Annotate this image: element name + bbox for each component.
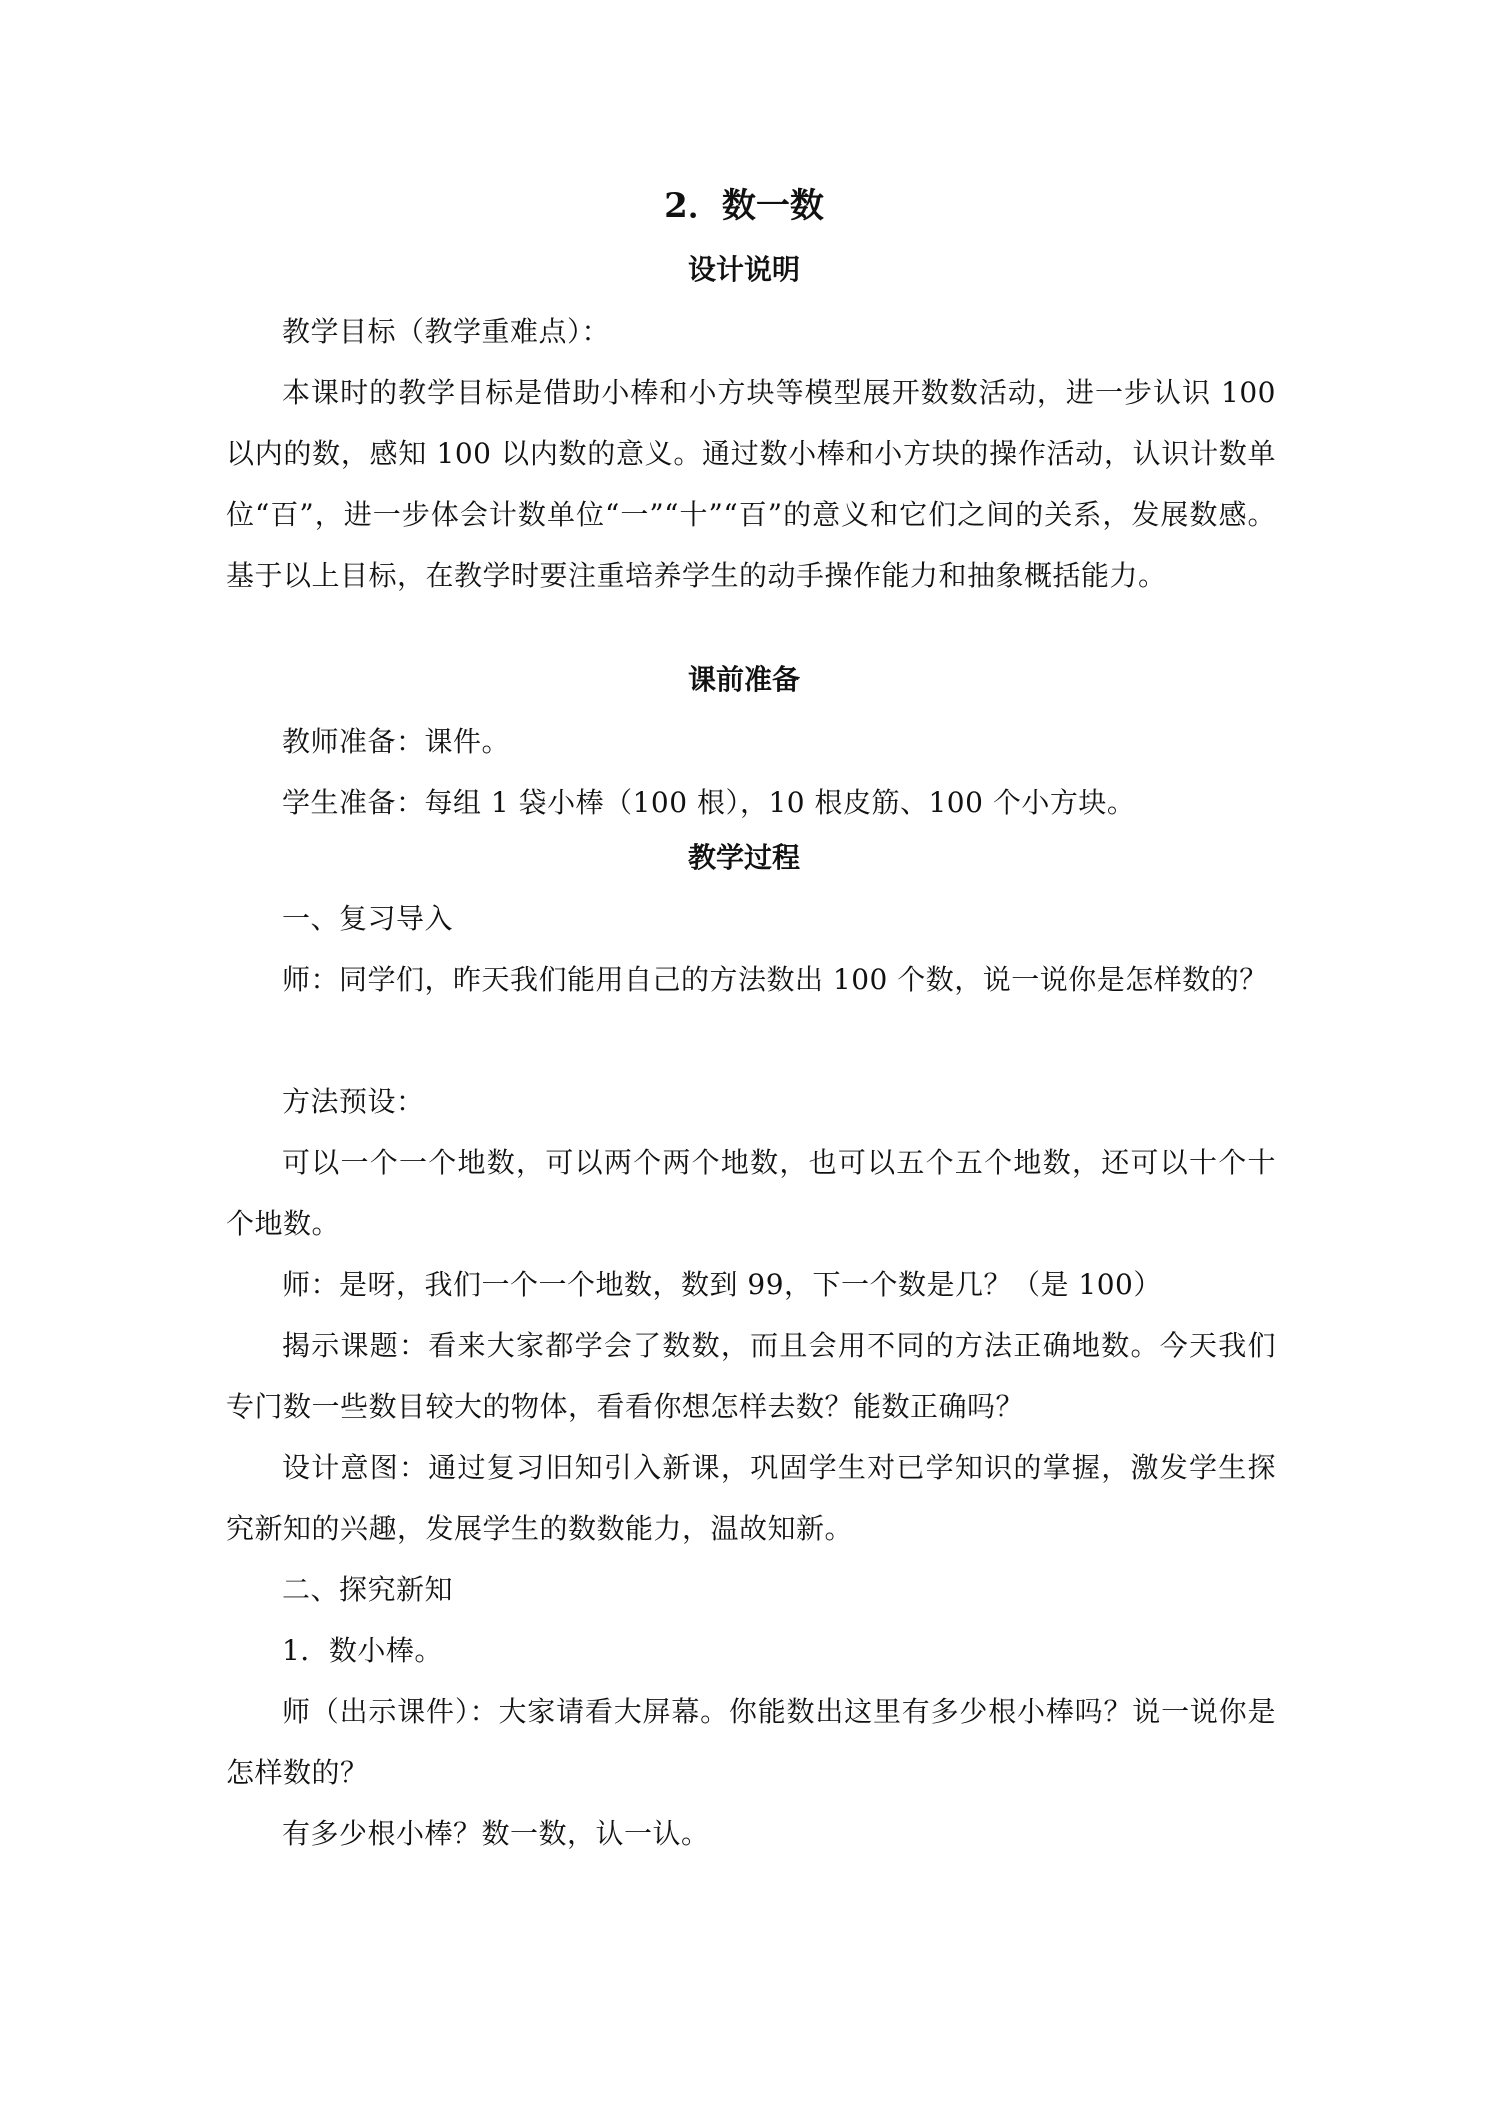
paragraph-student-preparation: 学生准备：每组 1 袋小棒（100 根），10 根皮筋、100 个小方块。 [282, 786, 1136, 819]
paragraph-method-preset-label: 方法预设： [282, 1085, 425, 1118]
section-heading-design-notes: 设计说明 [687, 253, 800, 286]
paragraph-review-intro: 一、复习导入 [282, 902, 454, 935]
paragraph-design-intent: 设计意图：通过复习旧知引入新课，巩固学生对已学知识的掌握，激发学生探究新知的兴趣，发展学生的数数能力，温故知新。 [226, 1451, 1276, 1545]
paragraph-teaching-objectives: 本课时的教学目标是借助小棒和小方块等模型展开数数活动，进一步认识 100 以内的数，感知 100 以内数的意义。通过数小棒和小方块的操作活动，认识计数单位“百”，进一步体会计数单位“一”“十”“百”的意义和它们之间的关系，发展数感。基于以上目标，在教学时要注重培养学生的动手操作能力和抽象概括能力。 [226, 376, 1276, 592]
section-heading-preparation: 课前准备 [687, 663, 800, 696]
paragraph-reveal-topic: 揭示课题：看来大家都学会了数数，而且会用不同的方法正确地数。今天我们专门数一些数目较大的物体，看看你想怎样去数？能数正确吗？ [226, 1329, 1276, 1423]
paragraph-teacher-counting: 师：是呀，我们一个一个地数，数到 99，下一个数是几？（是 100） [282, 1268, 1162, 1301]
paragraph-teaching-objectives-label: 教学目标（教学重难点）： [282, 315, 611, 348]
paragraph-method-preset: 可以一个一个地数，可以两个两个地数，也可以五个五个地数，还可以十个十个地数。 [226, 1146, 1276, 1240]
page-title: 2．数一数 [664, 186, 824, 226]
paragraph-teacher-courseware: 师（出示课件）：大家请看大屏幕。你能数出这里有多少根小棒吗？说一说你是怎样数的？ [226, 1695, 1276, 1789]
paragraph-teacher-preparation: 教师准备：课件。 [282, 725, 511, 758]
paragraph-how-many-sticks: 有多少根小棒？数一数，认一认。 [282, 1817, 710, 1850]
paragraph-teacher-question: 师：同学们，昨天我们能用自己的方法数出 100 个数，说一说你是怎样数的？ [282, 963, 1268, 996]
paragraph-explore-new: 二、探究新知 [282, 1573, 454, 1606]
section-heading-teaching-process: 教学过程 [687, 841, 800, 874]
paragraph-count-sticks: 1．数小棒。 [282, 1634, 443, 1667]
